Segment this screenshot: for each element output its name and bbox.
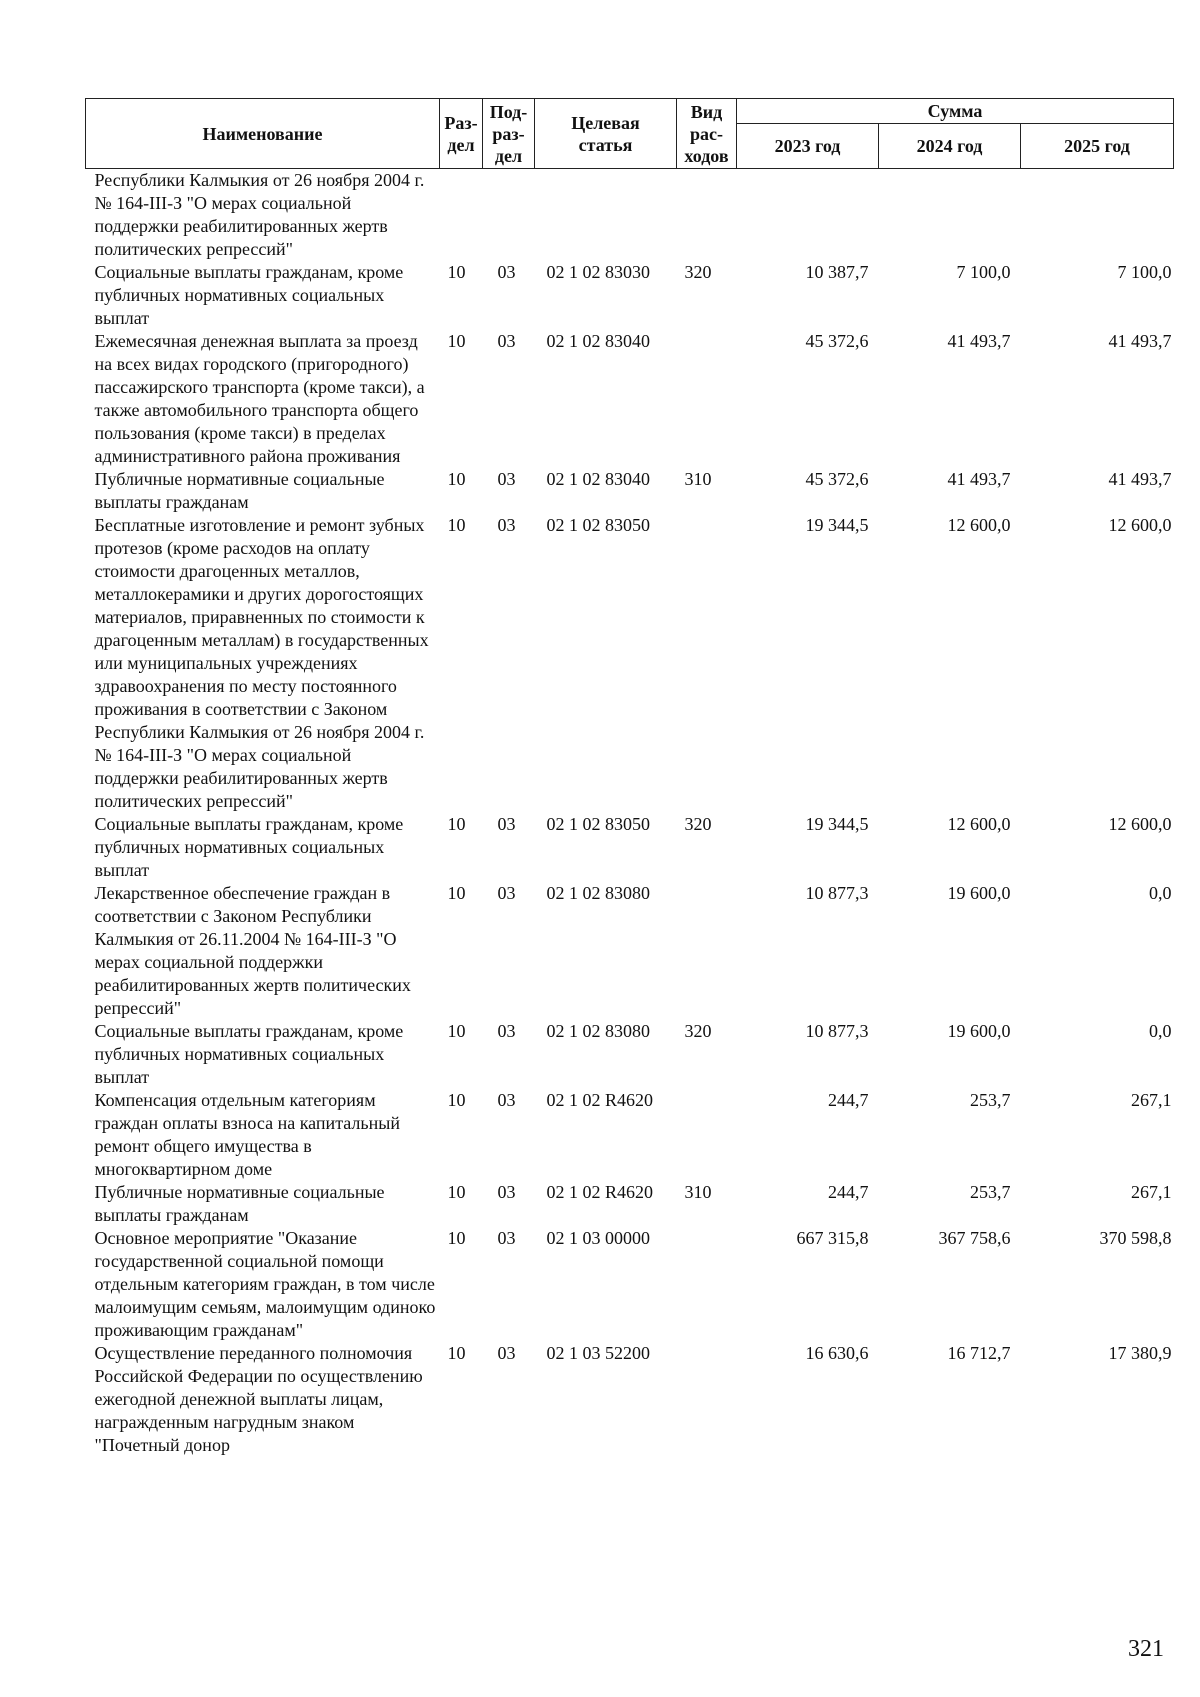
row-vid-rashodov: [677, 1089, 737, 1181]
row-name: Публичные нормативные социальные выплаты гражданам: [94, 1182, 385, 1225]
row-sum-2023: [737, 169, 879, 262]
row-sum-2023: 10 387,7: [805, 262, 869, 282]
row-name: Ежемесячная денежная выплата за проезд на всех видах городского (пригородного) пассажирского транспорта (кроме такси), а также автомобильного транспорта общего пользования (кроме такси) в пределах административного района проживания: [94, 331, 425, 466]
row-podrazdel: 03: [497, 814, 516, 834]
row-vid-rashodov: [677, 169, 737, 262]
row-sum-2025: [1021, 169, 1174, 262]
row-name: Компенсация отдельным категориям граждан оплаты взноса на капитальный ремонт общего имущества в многоквартирном доме: [94, 1090, 400, 1179]
row-razdel: 10: [447, 814, 466, 834]
header-name: Наименование: [86, 99, 440, 169]
row-celevaya-statya: 02 1 02 83050: [546, 814, 650, 834]
row-podrazdel: 03: [497, 1228, 516, 1248]
row-sum-2024: 12 600,0: [947, 515, 1011, 535]
row-vid-rashodov: [677, 1342, 737, 1457]
row-podrazdel: 03: [497, 1182, 516, 1202]
row-razdel: 10: [447, 883, 466, 903]
row-sum-2025: 41 493,7: [1108, 469, 1172, 489]
row-celevaya-statya: 02 1 02 83080: [546, 883, 650, 903]
row-sum-2024: 367 758,6: [938, 1228, 1011, 1248]
row-sum-2024: 7 100,0: [956, 262, 1011, 282]
row-podrazdel: [483, 169, 535, 262]
row-sum-2024: 253,7: [970, 1090, 1011, 1110]
table-row: [86, 468, 1174, 514]
row-podrazdel: 03: [497, 1021, 516, 1041]
row-celevaya-statya: 02 1 02 R4620: [546, 1090, 654, 1110]
row-vid-rashodov: 310: [684, 469, 712, 489]
table-row: [86, 1227, 1174, 1342]
row-sum-2024: 41 493,7: [947, 469, 1011, 489]
table-row: [86, 514, 1174, 813]
row-sum-2023: 19 344,5: [805, 515, 869, 535]
row-celevaya-statya: 02 1 02 83030: [546, 262, 650, 282]
row-sum-2024: 19 600,0: [947, 1021, 1011, 1041]
row-sum-2023: 45 372,6: [805, 331, 869, 351]
header-year-2024: 2024 год: [879, 124, 1021, 169]
row-sum-2025: 17 380,9: [1108, 1343, 1172, 1363]
row-vid-rashodov: [677, 882, 737, 1020]
row-sum-2025: 267,1: [1131, 1182, 1172, 1202]
row-celevaya-statya: [535, 169, 677, 262]
row-name: Публичные нормативные социальные выплаты гражданам: [94, 469, 385, 512]
row-name: Социальные выплаты гражданам, кроме публичных нормативных социальных выплат: [94, 1021, 404, 1087]
row-sum-2023: 244,7: [828, 1090, 869, 1110]
row-sum-2023: 19 344,5: [805, 814, 869, 834]
row-sum-2024: 41 493,7: [947, 331, 1011, 351]
row-razdel: 10: [447, 469, 466, 489]
row-name: Осуществление переданного полномочия Российской Федерации по осуществлению ежегодной денежной выплаты лицам, награжденным нагрудным знаком "Почетный донор: [94, 1343, 423, 1455]
table-row: [86, 330, 1174, 468]
row-sum-2023: 16 630,6: [805, 1343, 869, 1363]
row-podrazdel: 03: [497, 515, 516, 535]
table-row: [86, 1342, 1174, 1457]
row-razdel: [440, 169, 483, 262]
header-summa: Сумма: [737, 99, 1174, 124]
table-row: [86, 1181, 1174, 1227]
page-number: 321: [1128, 1636, 1164, 1662]
row-sum-2025: 7 100,0: [1117, 262, 1172, 282]
row-vid-rashodov: 310: [684, 1182, 712, 1202]
row-celevaya-statya: 02 1 02 83040: [546, 331, 650, 351]
row-podrazdel: 03: [497, 469, 516, 489]
table-row: [86, 882, 1174, 1020]
row-sum-2025: 267,1: [1131, 1090, 1172, 1110]
row-sum-2023: 244,7: [828, 1182, 869, 1202]
row-celevaya-statya: 02 1 03 00000: [546, 1228, 650, 1248]
row-name: Социальные выплаты гражданам, кроме публичных нормативных социальных выплат: [94, 262, 404, 328]
row-celevaya-statya: 02 1 02 R4620: [546, 1182, 654, 1202]
table-row: [86, 169, 1174, 262]
row-podrazdel: 03: [497, 262, 516, 282]
row-sum-2025: 0,0: [1149, 883, 1172, 903]
row-sum-2025: 0,0: [1149, 1021, 1172, 1041]
row-sum-2023: 10 877,3: [805, 883, 869, 903]
row-podrazdel: 03: [497, 331, 516, 351]
row-podrazdel: 03: [497, 1090, 516, 1110]
row-name: Социальные выплаты гражданам, кроме публичных нормативных социальных выплат: [94, 814, 404, 880]
row-vid-rashodov: 320: [684, 1021, 712, 1041]
row-razdel: 10: [447, 1182, 466, 1202]
table-row: [86, 813, 1174, 882]
row-celevaya-statya: 02 1 02 83050: [546, 515, 650, 535]
header-podrazdel: Под- раз- дел: [483, 99, 535, 169]
row-name: Лекарственное обеспечение граждан в соответствии с Законом Республики Калмыкия от 26.11.2004 № 164-III-З "О мерах социальной поддержки реабилитированных жертв политических репрессий": [94, 883, 411, 1018]
row-razdel: 10: [447, 1343, 466, 1363]
row-sum-2025: 12 600,0: [1108, 814, 1172, 834]
row-name: Основное мероприятие "Оказание государственной социальной помощи отдельным категориям граждан, в том числе малоимущим семьям, малоимущим одиноко проживающим гражданам": [94, 1228, 436, 1340]
row-sum-2024: 12 600,0: [947, 814, 1011, 834]
row-razdel: 10: [447, 1021, 466, 1041]
row-vid-rashodov: [677, 1227, 737, 1342]
row-vid-rashodov: 320: [684, 814, 712, 834]
row-sum-2025: 12 600,0: [1108, 515, 1172, 535]
row-sum-2024: [879, 169, 1021, 262]
row-podrazdel: 03: [497, 1343, 516, 1363]
row-sum-2025: 370 598,8: [1099, 1228, 1172, 1248]
row-sum-2023: 45 372,6: [805, 469, 869, 489]
row-name: Бесплатные изготовление и ремонт зубных протезов (кроме расходов на оплату стоимости драгоценных металлов, металлокерамики и других дорогостоящих материалов, приравненных по стоимости к драгоценным металлам) в государственных или муниципальных учреждениях здравоохранения по месту постоянного проживания в соответствии с Законом Республики Калмыкия от 26 ноября 2004 г. № 164-III-З "О мерах социальной поддержки реабилитированных жертв политических репрессий": [94, 515, 429, 811]
header-celevaya-statya: Целевая статья: [535, 99, 677, 169]
row-podrazdel: 03: [497, 883, 516, 903]
row-sum-2024: 253,7: [970, 1182, 1011, 1202]
header-year-2025: 2025 год: [1021, 124, 1174, 169]
table-row: [86, 1020, 1174, 1089]
row-celevaya-statya: 02 1 02 83080: [546, 1021, 650, 1041]
header-year-2023: 2023 год: [737, 124, 879, 169]
row-razdel: 10: [447, 1090, 466, 1110]
header-razdel: Раз- дел: [440, 99, 483, 169]
row-sum-2024: 19 600,0: [947, 883, 1011, 903]
row-vid-rashodov: 320: [684, 262, 712, 282]
budget-table: [85, 98, 1174, 1457]
row-celevaya-statya: 02 1 02 83040: [546, 469, 650, 489]
row-razdel: 10: [447, 331, 466, 351]
row-sum-2025: 41 493,7: [1108, 331, 1172, 351]
row-razdel: 10: [447, 262, 466, 282]
row-razdel: 10: [447, 515, 466, 535]
table-row: [86, 1089, 1174, 1181]
table-body: [86, 169, 1174, 1458]
row-sum-2023: 667 315,8: [796, 1228, 869, 1248]
row-razdel: 10: [447, 1228, 466, 1248]
row-vid-rashodov: [677, 514, 737, 813]
table-header: [86, 99, 1174, 169]
row-sum-2024: 16 712,7: [947, 1343, 1011, 1363]
table-row: [86, 261, 1174, 330]
header-vid-rashodov: Вид рас- ходов: [677, 99, 737, 169]
row-sum-2023: 10 877,3: [805, 1021, 869, 1041]
row-name: Республики Калмыкия от 26 ноября 2004 г. № 164-III-З "О мерах социальной поддержки реабилитированных жертв политических репрессий": [94, 170, 425, 259]
row-vid-rashodov: [677, 330, 737, 468]
row-celevaya-statya: 02 1 03 52200: [546, 1343, 650, 1363]
